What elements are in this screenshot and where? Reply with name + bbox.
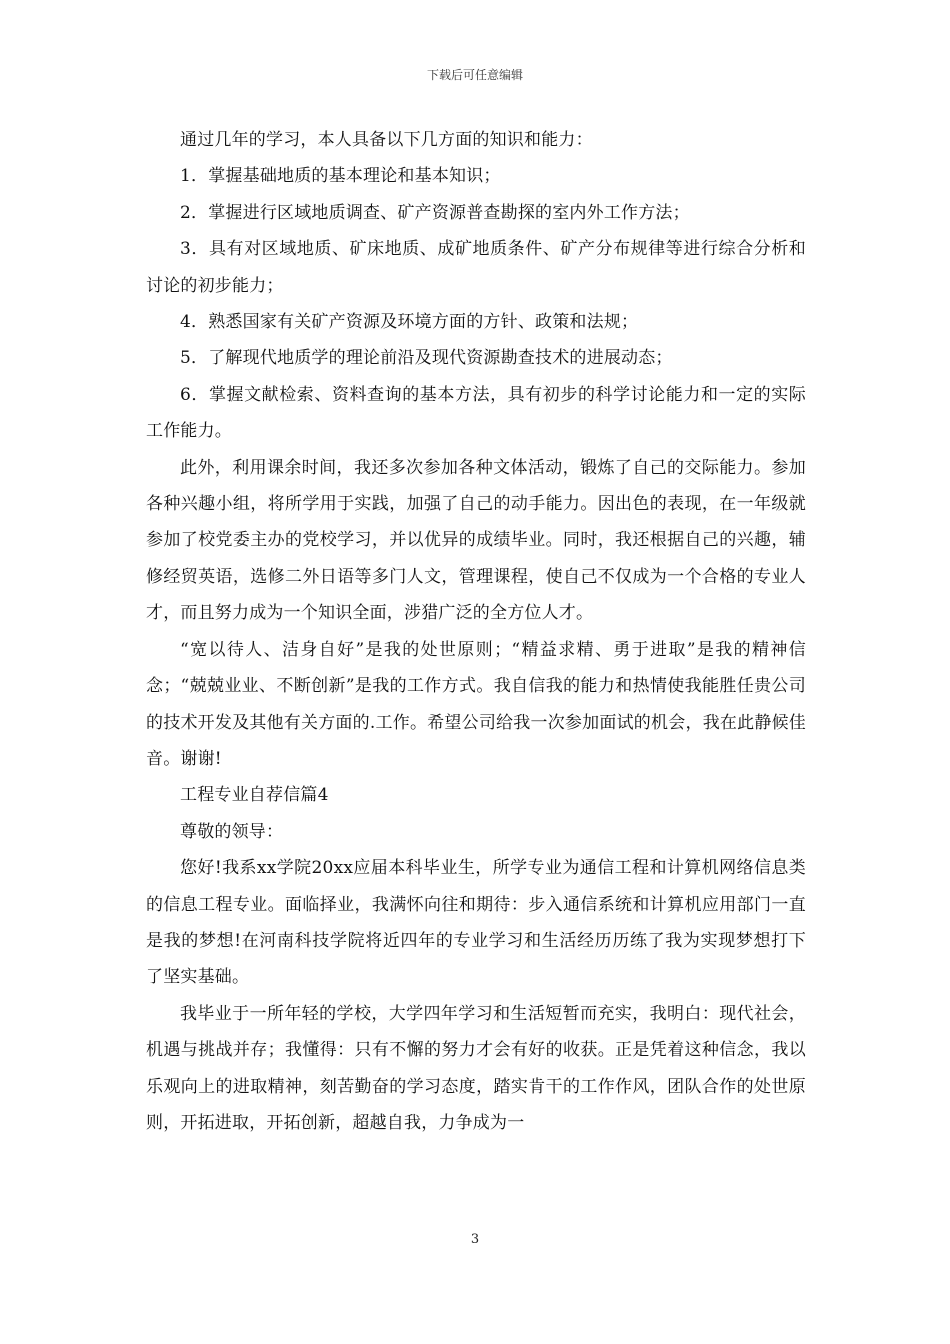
list-item-3: 3．具有对区域地质、矿床地质、成矿地质条件、矿产分布规律等进行综合分析和讨论的初步能力； bbox=[146, 239, 806, 296]
paragraph-principles: “宽以待人、洁身自好”是我的处世原则；“精益求精、勇于进取”是我的精神信念；“兢兢业业、不断创新”是我的工作方式。我自信我的能力和热情使我能胜任贵公司的技术开发及其他有关方面的.工作。希望公司给我一次参加面试的机会，我在此静候佳音。谢谢! bbox=[146, 639, 806, 769]
list-item-6: 6．掌握文献检索、资料查询的基本方法，具有初步的科学讨论能力和一定的实际工作能力。 bbox=[146, 384, 806, 442]
list-item-4: 4．熟悉国家有关矿产资源及环境方面的方针、政策和法规； bbox=[180, 312, 639, 333]
paragraph-background: 我毕业于一所年轻的学校，大学四年学习和生活短暂而充实，我明白：现代社会，机遇与挑战并存；我懂得：只有不懈的努力才会有好的收获。正是凭着这种信念，我以乐观向上的进取精神，刻苦勤奋的学习态度，踏实肯干的工作作风，团队合作的处世原则，开拓进取，开拓创新，超越自我，力争成为一 bbox=[146, 1003, 806, 1133]
paragraph-intro: 通过几年的学习，本人具备以下几方面的知识和能力： bbox=[180, 130, 593, 150]
page-header: 下载后可任意编辑 bbox=[426, 68, 523, 82]
section-title: 工程专业自荐信篇4 bbox=[180, 785, 329, 806]
paragraph-activities: 此外，利用课余时间，我还多次参加各种文体活动，锻炼了自己的交际能力。参加各种兴趣小组，将所学用于实践，加强了自己的动手能力。因出色的表现，在一年级就参加了校党委主办的党校学习，并以优异的成绩毕业。同时，我还根据自己的兴趣，辅修经贸英语，选修二外日语等多门人文，管理课程，使自己不仅成为一个合格的专业人才，而且努力成为一个知识全面，涉猎广泛的全方位人才。 bbox=[146, 457, 806, 624]
list-item-5: 5．了解现代地质学的理论前沿及现代资源勘查技术的进展动态； bbox=[180, 348, 673, 369]
list-item-1: 1．掌握基础地质的基本理论和基本知识； bbox=[180, 166, 501, 187]
document-body bbox=[146, 122, 806, 1141]
salutation: 尊敬的领导： bbox=[180, 821, 284, 842]
paragraph-greeting: 您好!我系xx学院20xx应届本科毕业生，所学专业为通信工程和计算机网络信息类的信息工程专业。面临择业，我满怀向往和期待：步入通信系统和计算机应用部门一直是我的梦想!在河南科技学院将近四年的专业学习和生活经历历练了我为实现梦想打下了坚实基础。 bbox=[146, 858, 806, 988]
list-item-2: 2．掌握进行区域地质调查、矿产资源普查勘探的室内外工作方法； bbox=[180, 202, 690, 223]
page-number: 3 bbox=[470, 1232, 480, 1247]
